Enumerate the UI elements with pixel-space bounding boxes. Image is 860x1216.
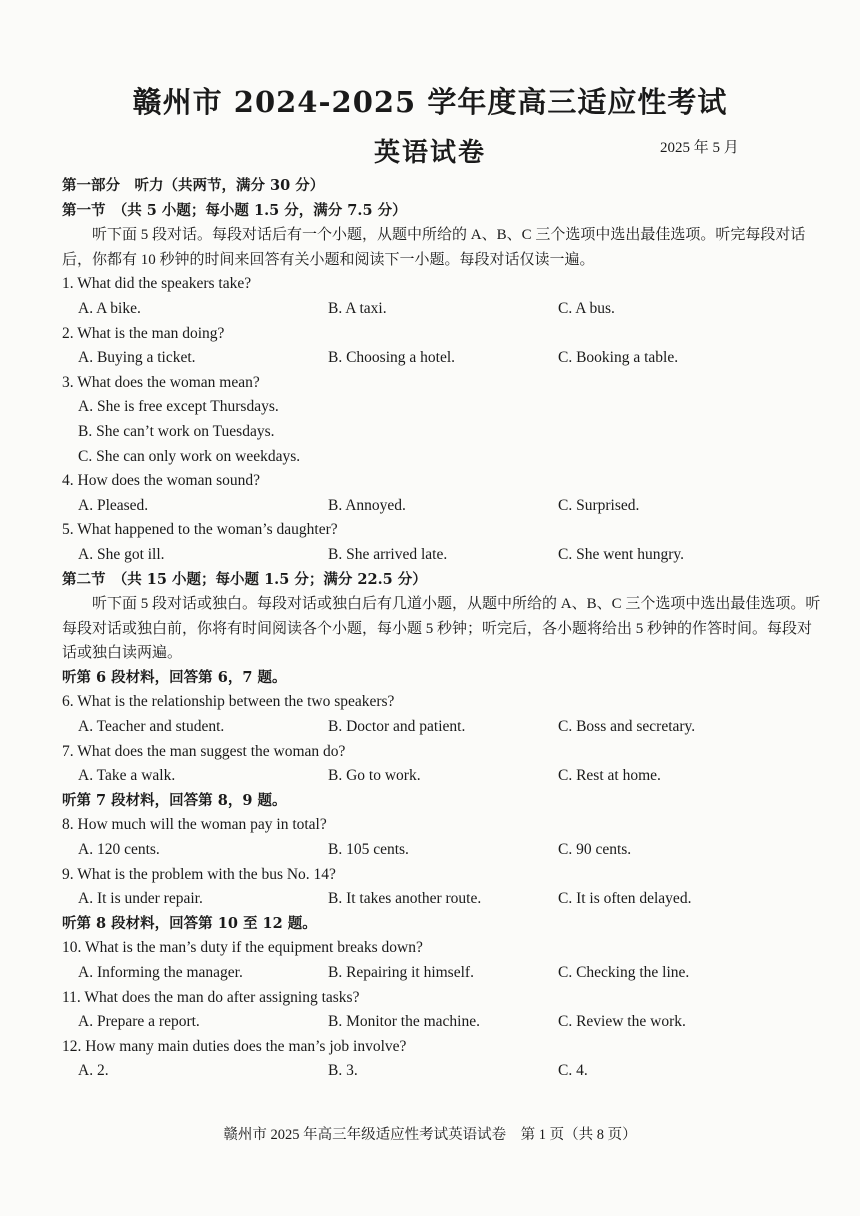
option-row	[62, 1010, 822, 1035]
option-c: C. 4.	[558, 1062, 588, 1080]
option-a: A. 120 cents.	[78, 841, 160, 859]
material-header-7: 听第 7 段材料，回答第 8，9 题。	[62, 791, 287, 809]
part1-heading: 第一部分 听力（共两节，满分 30 分）	[62, 177, 325, 194]
option-row	[62, 961, 822, 986]
option-c: C. A bus.	[558, 299, 615, 317]
question-stem: 8. How much will the woman pay in total?	[62, 816, 327, 834]
option-a: A. It is under repair.	[78, 890, 203, 908]
option-a: A. 2.	[78, 1062, 109, 1080]
option-row	[62, 715, 822, 740]
exam-subtitle: 英语试卷	[373, 138, 486, 168]
option-b: B. 3.	[328, 1062, 358, 1080]
exam-date: 2025 年 5 月	[660, 140, 739, 156]
option-a: A. She got ill.	[78, 545, 165, 563]
option-c: C. She went hungry.	[558, 545, 684, 563]
option-row	[62, 838, 822, 863]
question-stem: 9. What is the problem with the bus No. 14?	[62, 865, 336, 883]
option-c: C. Boss and secretary.	[558, 718, 696, 736]
page-footer: 赣州市 2025 年高三年级适应性考试英语试卷 第 1 页（共 8 页）	[223, 1127, 637, 1143]
question-stem: 5. What happened to the woman’s daughter?	[62, 521, 338, 539]
question-stem: 4. How does the woman sound?	[62, 472, 261, 490]
option-b: B. 105 cents.	[328, 841, 409, 859]
option-c: C. 90 cents.	[558, 841, 632, 859]
exam-title: 赣州市 2024-2025 学年度高三适应性考试	[132, 85, 728, 119]
question-stem: 6. What is the relationship between the two speakers?	[62, 693, 395, 711]
option-c: C. Rest at home.	[558, 767, 661, 785]
option-row	[62, 764, 822, 789]
option-a: A. Teacher and student.	[78, 718, 225, 736]
option-b: B. She can’t work on Tuesdays.	[78, 422, 275, 440]
option-a: A. Pleased.	[78, 496, 149, 514]
option-c: C. She can only work on weekdays.	[78, 447, 301, 465]
option-c: C. Booking a table.	[558, 349, 679, 367]
question-stem: 12. How many main duties does the man’s job involve?	[62, 1037, 407, 1055]
question-stem: 11. What does the man do after assigning tasks?	[62, 988, 360, 1006]
section2-instructions: 听下面 5 段对话或独白。每段对话或独白后有几道小题，从题中所给的 A、B、C 三个选项中选出最佳选项。听每段对话或独白前，你将有时间阅读各个小题，每小题 5 秒钟；听完后，各小题将给出 5 秒钟的作答时间。每段对话或独白读两遍。	[62, 596, 821, 662]
option-a: A. Take a walk.	[78, 767, 176, 785]
option-row	[62, 1059, 822, 1084]
option-c: C. Surprised.	[558, 496, 640, 514]
question-stem: 10. What is the man’s duty if the equipment breaks down?	[62, 939, 423, 957]
option-c: C. Checking the line.	[558, 964, 690, 982]
exam-content	[62, 174, 822, 1084]
material-header-6: 听第 6 段材料，回答第 6，7 题。	[62, 668, 287, 686]
option-b: B. Annoyed.	[328, 496, 406, 514]
option-b: B. Monitor the machine.	[328, 1013, 480, 1031]
section2-heading: 第二节 （共 15 小题；每小题 1.5 分；满分 22.5 分）	[62, 570, 427, 588]
option-b: B. Doctor and patient.	[328, 718, 466, 736]
option-b: B. It takes another route.	[328, 890, 482, 908]
option-a: A. A bike.	[78, 299, 141, 317]
material-header-8: 听第 8 段材料，回答第 10 至 12 题。	[62, 914, 317, 932]
option-b: B. Repairing it himself.	[328, 964, 474, 982]
question-stem: 3. What does the woman mean?	[62, 373, 260, 391]
option-row	[62, 297, 822, 322]
section1-instructions: 听下面 5 段对话。每段对话后有一个小题，从题中所给的 A、B、C 三个选项中选出最佳选项。听完每段对话后，你都有 10 秒钟的时间来回答有关小题和阅读下一小题。每段对话仅读一遍。	[62, 227, 806, 268]
option-b: B. A taxi.	[328, 299, 387, 317]
option-b: B. She arrived late.	[328, 545, 448, 563]
option-row	[62, 543, 822, 568]
option-row	[62, 887, 822, 912]
option-a: A. Buying a ticket.	[78, 349, 196, 367]
option-c: C. Review the work.	[558, 1013, 686, 1031]
section1-heading: 第一节 （共 5 小题；每小题 1.5 分，满分 7.5 分）	[62, 201, 407, 219]
option-a: A. Informing the manager.	[78, 964, 243, 982]
option-b: B. Go to work.	[328, 767, 421, 785]
question-stem: 7. What does the man suggest the woman do?	[62, 742, 346, 760]
question-stem: 1. What did the speakers take?	[62, 275, 252, 293]
option-a: A. She is free except Thursdays.	[78, 398, 279, 416]
option-row	[62, 346, 822, 371]
option-c: C. It is often delayed.	[558, 890, 692, 908]
question-stem: 2. What is the man doing?	[62, 324, 225, 342]
option-b: B. Choosing a hotel.	[328, 349, 456, 367]
option-a: A. Prepare a report.	[78, 1013, 200, 1031]
option-row	[62, 494, 822, 519]
